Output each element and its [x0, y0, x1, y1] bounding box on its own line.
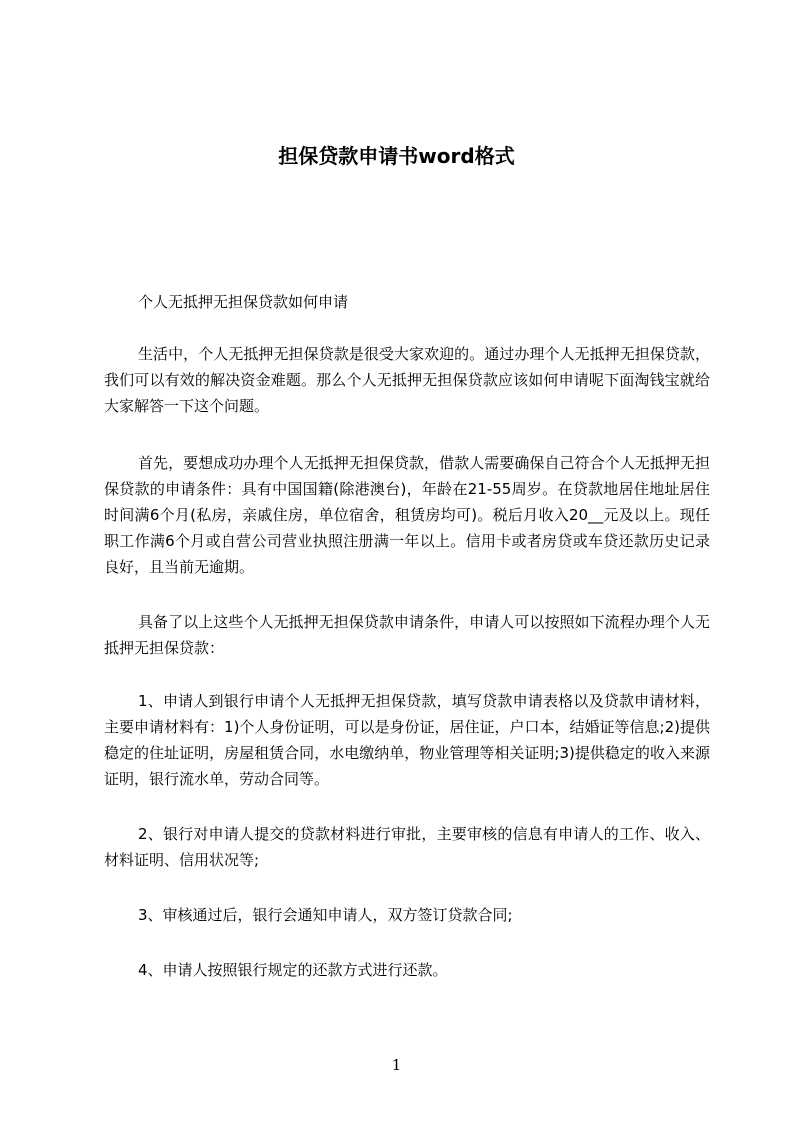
- paragraph-step-1: 1、申请人到银行申请个人无抵押无担保贷款，填写贷款申请表格以及贷款申请材料，主要申请材料有：1)个人身份证明，可以是身份证，居住证，户口本，结婚证等信息;2)提供稳定的住址证明，房屋租赁合同，水电缴纳单，物业管理等相关证明;3)提供稳定的收入来源证明，银行流水单，劳动合同等。: [104, 692, 710, 788]
- paragraph-step-2: 2、银行对申请人提交的贷款材料进行审批，主要审核的信息有申请人的工作、收入、材料证明、信用状况等;: [104, 825, 710, 869]
- paragraph-process-intro: 具备了以上这些个人无抵押无担保贷款申请条件，申请人可以按照如下流程办理个人无抵押无担保贷款：: [104, 613, 710, 657]
- page-number: 1: [391, 1056, 402, 1074]
- section-heading: 个人无抵押无担保贷款如何申请: [138, 293, 349, 311]
- paragraph-step-4: 4、申请人按照银行规定的还款方式进行还款。: [138, 961, 448, 979]
- document-title: 担保贷款申请书word格式: [278, 144, 515, 168]
- paragraph-conditions: 首先，要想成功办理个人无抵押无担保贷款，借款人需要确保自己符合个人无抵押无担保贷款的申请条件：具有中国国籍(除港澳台)，年龄在21-55周岁。在贷款地居住地址居住时间满6个月(私房，亲戚住房，单位宿舍，租赁房均可)。税后月收入20__元及以上。现任职工作满6个月或自营公司营业执照注册满一年以上。信用卡或者房贷或车贷还款历史记录良好，且当前无逾期。: [104, 454, 710, 576]
- paragraph-intro: 生活中，个人无抵押无担保贷款是很受大家欢迎的。通过办理个人无抵押无担保贷款，我们可以有效的解决资金难题。那么个人无抵押无担保贷款应该如何申请呢下面淘钱宝就给大家解答一下这个问题。: [104, 345, 710, 415]
- paragraph-step-3: 3、审核通过后，银行会通知申请人，双方签订贷款合同;: [138, 906, 513, 924]
